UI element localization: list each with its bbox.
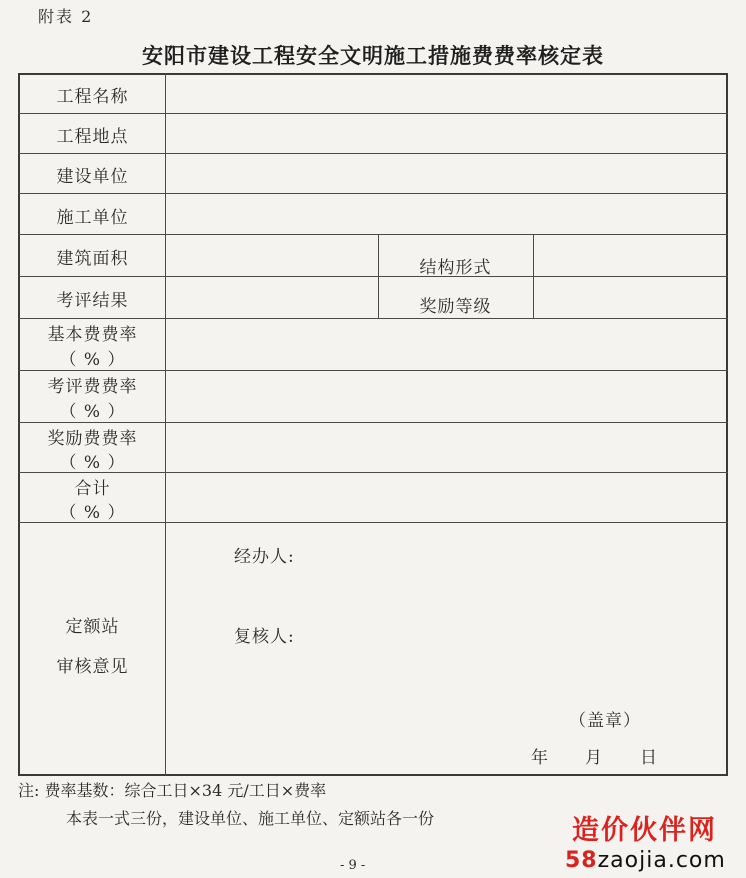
- date-month: 月: [585, 748, 603, 768]
- reviewer-label: 复核人:: [234, 627, 295, 647]
- row-divider: [18, 153, 728, 154]
- basic-rate-unit: （ % ）: [59, 350, 126, 370]
- row-divider: [18, 370, 728, 371]
- watermark-logo: 造价伙伴网: [572, 815, 717, 846]
- evaluation-rate-unit: （ % ）: [59, 402, 126, 422]
- structure-type-label: 结构形式: [419, 258, 492, 278]
- row-divider: [18, 422, 728, 423]
- row-divider: [18, 234, 728, 235]
- owner-unit-label: 建设单位: [56, 167, 129, 187]
- note-line-1: 注: 费率基数：综合工日×34 元/工日×费率: [18, 781, 327, 800]
- project-location-label: 工程地点: [56, 127, 129, 147]
- date-day: 日: [640, 748, 658, 768]
- row-divider: [18, 113, 728, 114]
- watermark-url: [565, 848, 726, 873]
- construction-unit-label: 施工单位: [56, 208, 129, 228]
- watermark-number: 58: [565, 848, 598, 873]
- award-rate-unit: （ % ）: [59, 453, 126, 473]
- project-name-label: 工程名称: [56, 87, 129, 107]
- seal-label: （盖章）: [569, 711, 641, 731]
- total-label: 合计: [74, 479, 111, 499]
- basic-rate-label: 基本费费率: [47, 325, 138, 345]
- total-unit: （ % ）: [59, 503, 126, 523]
- review-opinion-label: 审核意见: [56, 657, 129, 677]
- quota-station-label: 定额站: [65, 617, 120, 637]
- note-line-2: 本表一式三份，建设单位、施工单位、定额站各一份: [66, 809, 435, 828]
- date-year: 年: [531, 748, 549, 768]
- evaluation-rate-label: 考评费费率: [47, 377, 138, 397]
- evaluation-result-label: 考评结果: [56, 291, 129, 311]
- form-title: 安阳市建设工程安全文明施工措施费费率核定表: [142, 44, 604, 68]
- row-divider: [18, 193, 728, 194]
- award-rate-label: 奖励费费率: [47, 429, 138, 449]
- column-divider: [533, 234, 534, 318]
- row-divider: [18, 276, 728, 277]
- column-divider: [165, 73, 166, 776]
- award-level-label: 奖励等级: [419, 297, 492, 317]
- row-divider: [18, 318, 728, 319]
- handler-label: 经办人:: [234, 547, 295, 567]
- attachment-label: 附表 2: [38, 7, 94, 26]
- building-area-label: 建筑面积: [56, 249, 129, 269]
- watermark-domain: zaojia.com: [597, 848, 726, 873]
- page-number: - 9 -: [340, 858, 366, 873]
